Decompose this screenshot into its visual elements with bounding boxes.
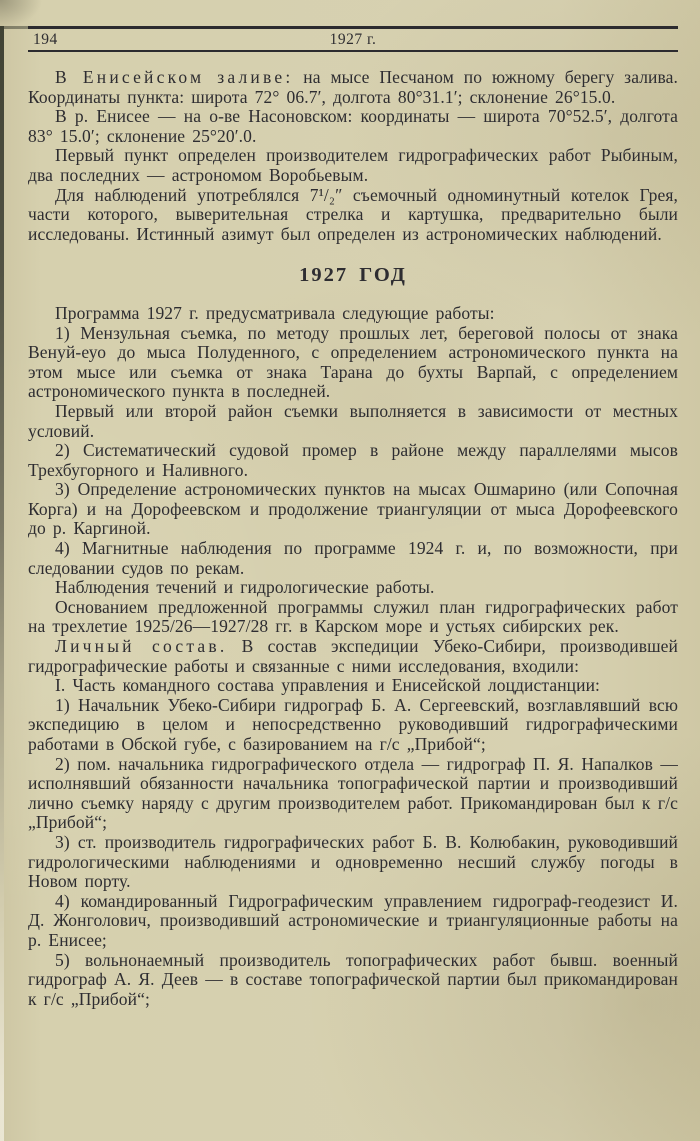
body-paragraph: 4) Магнитные наблюдения по программе 1924 г. и, по возможности, при следовании судов по рекам.: [28, 538, 678, 578]
body-paragraph: I. Часть командного состава управления и Енисейской лоцдистанции:: [55, 675, 601, 696]
body-paragraph: 1) Начальник Убеко-Сибири гидрограф Б. А. Сергеевский, возглавлявший всю экспедицию в целом и непосредственно руководивший гидрографическими работами в Обской губе, с базированием на г/с „Прибой“;: [28, 694, 678, 754]
scanned-book-page: [0, 26, 700, 1141]
body-paragraph: В Енисейском заливе: на мысе Песчаном по южному берегу залива. Координаты пункта: широта 72° 06.7′, долгота 80°31.1′; склонение 26°15.0.: [28, 67, 678, 107]
body-paragraph: 1) Мензульная съемка, по методу прошлых лет, береговой полосы от знака Венуй-еуо до мыса Полуденного, с определением астрономического пункта на этом мысе или съемка от знака Тарана до бухты Варпай, с определением астрономического пункта в последней.: [28, 322, 678, 402]
body-paragraph: Для наблюдений употреблялся 7¹/₂″ съемочный одноминутный котелок Грея, части которого, выверительная стрелка и картушка, предварительно были исследованы. Истинный азимут был определен из астрономических наблюдений.: [28, 184, 678, 244]
scan-edge-left: [0, 26, 4, 1141]
page-number: 194: [33, 31, 58, 48]
page-body: [28, 68, 678, 1009]
body-paragraph: 5) вольнонаемный производитель топографических работ бывш. военный гидрограф А. Я. Деев — в составе топографической партии был прикомандирован к г/с „Прибой“;: [28, 949, 678, 1009]
body-paragraph: 3) ст. производитель гидрографических работ Б. В. Колюбакин, руководивший гидрологическими наблюдениями и одновременно несший службу погоды в Новом порту.: [28, 831, 678, 892]
body-paragraph: 3) Определение астрономических пунктов на мысах Ошмарино (или Сопочная Корга) и на Дорофеевском и продолжение триангуляции от мыса Дорофеевского до р. Каргиной.: [28, 479, 678, 539]
section-heading: 1927 ГОД: [299, 264, 407, 287]
body-paragraph: В р. Енисее — на о-ве Насоновском: координаты — широта 70°52.5′, долгота 83° 15.0′; склонение 25°20′.0.: [28, 106, 678, 146]
body-paragraph: Личный состав. В состав экспедиции Убеко-Сибири, производившей гидрографические работы и связанные с ними исследования, входили:: [28, 636, 678, 676]
spaced-lead: Личный состав.: [55, 636, 228, 657]
running-title: 1927 г.: [329, 31, 377, 48]
body-paragraph: Первый или второй район съемки выполняется в зависимости от местных условий.: [28, 400, 678, 441]
body-paragraph: 4) командированный Гидрографическим управлением гидрограф-геодезист И. Д. Жонголович, производивший астрономические и триангуляционные работы на р. Енисее;: [28, 890, 678, 950]
body-paragraph: 2) Систематический судовой промер в районе между параллелями мысов Трехбугорного и Наливного.: [28, 440, 678, 480]
page-header: [28, 26, 678, 52]
body-paragraph: Основанием предложенной программы служил план гидрографических работ на трехлетие 1925/26—1927/28 гг. в Карском море и устьях сибирских рек.: [28, 596, 678, 637]
body-paragraph: Первый пункт определен производителем гидрографических работ Рыбиным, два последних — астрономом Воробьевым.: [28, 145, 678, 185]
body-paragraph: Наблюдения течений и гидрологические работы.: [55, 577, 435, 598]
spaced-lead: В Енисейском заливе:: [55, 67, 294, 87]
body-paragraph: Программа 1927 г. предусматривала следующие работы:: [55, 302, 495, 323]
body-paragraph: 2) пом. начальника гидрографического отдела — гидрограф П. Я. Напалков — исполнявший обязанности начальника топографической партии и производивший лично съемку наряду с другим производителем работ. Прикомандирован был к г/с „Прибой“;: [28, 753, 678, 833]
